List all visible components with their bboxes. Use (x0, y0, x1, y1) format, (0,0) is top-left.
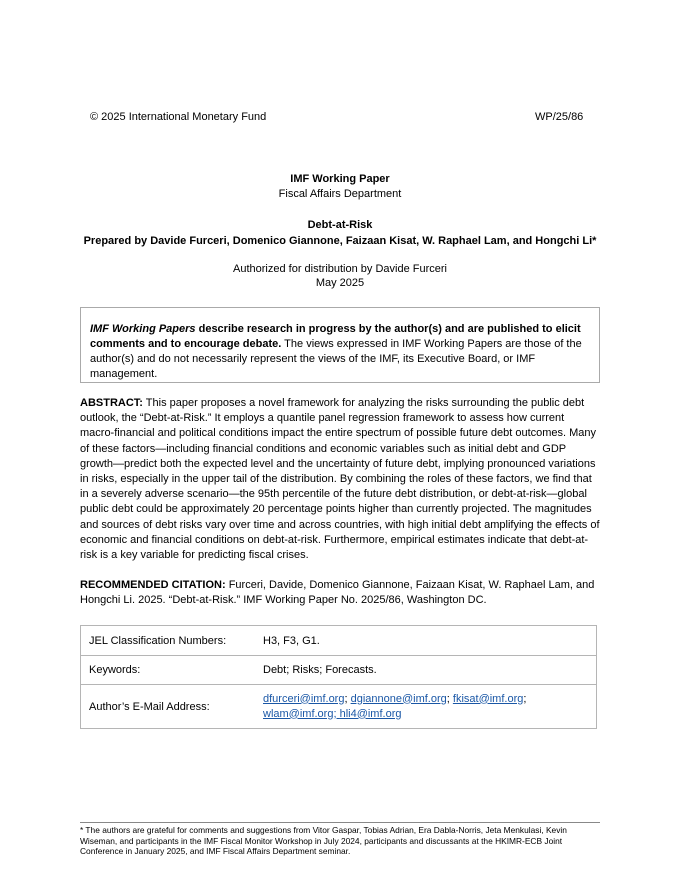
email-value: dfurceri@imf.org; dgiannone@imf.org; fkisat@imf.org; wlam@imf.org; hli4@imf.org (255, 685, 597, 729)
authors-line: Prepared by Davide Furceri, Domenico Giannone, Faizaan Kisat, W. Raphael Lam, and Hongchi Li* (83, 235, 597, 247)
department: Fiscal Affairs Department (278, 188, 402, 200)
series-title: IMF Working Paper (290, 173, 390, 185)
keywords-value: Debt; Risks; Forecasts. (255, 656, 597, 685)
disclaimer-box (80, 307, 600, 383)
email-trailing-semicolon: ; (523, 692, 527, 705)
authorized-by: Authorized for distribution by Davide Furceri (233, 263, 447, 275)
disclaimer-lead: IMF Working Papers (90, 323, 196, 335)
table-row (81, 685, 597, 729)
abstract-text: This paper proposes a novel framework for analyzing the risks surrounding the public debt outlook, the “Debt-at-Risk.” It employs a quantile panel regression framework to assess how current macro-financial and political conditions impact the entire spectrum of possible future debt outcomes. Many of these factors—including financial conditions and economic variables such as initial debt and GDP growth—predict both the expected level and the uncertainty of future debt, implying pronounced variations in risks, especially in the upper tail of the distribution. By combining the roles of these factors, we find that in a severely adverse scenario—the 95th percentile of the future debt distribution, or debt-at-risk—global public debt could be approximately 20 percentage points higher than currently projected. The magnitudes and sources of debt risks vary over time and across countries, with high initial debt amplifying the effects of economic and financial conditions on debt-at-risk. Furthermore, empirical estimates indicate that debt-at-risk is a key variable for predicting fiscal crises. (80, 397, 600, 562)
disclaimer-bold: describe research in progress by the author(s) and are published to elicit comments and to encourage debate. (90, 323, 581, 350)
table-row (81, 626, 597, 656)
email-link-furceri[interactable]: dfurceri@imf.org (263, 692, 345, 705)
email-link-kisat[interactable]: fkisat@imf.org (452, 692, 524, 705)
citation-label: RECOMMENDED CITATION: (80, 579, 226, 591)
abstract-label: ABSTRACT: (80, 397, 143, 409)
jel-label: JEL Classification Numbers: (81, 626, 256, 656)
email-label: Author’s E-Mail Address: (81, 685, 256, 729)
citation-text: Furceri, Davide, Domenico Giannone, Faizaan Kisat, W. Raphael Lam, and Hongchi Li. 2025. “Debt-at-Risk.” IMF Working Paper No. 2025/86, Washington DC. (80, 579, 595, 607)
recommended-citation (80, 578, 600, 608)
email-link-giannone[interactable]: dgiannone@imf.org (350, 692, 447, 705)
keywords-label: Keywords: (81, 656, 256, 685)
footnote-divider (80, 822, 600, 823)
email-link-lam[interactable]: wlam@imf.org (263, 707, 334, 720)
info-table (80, 625, 597, 729)
paper-title: Debt-at-Risk (307, 219, 373, 231)
working-paper-number: WP/25/86 (535, 111, 584, 123)
table-row (81, 656, 597, 685)
disclaimer-text: The views expressed in IMF Working Papers are those of the author(s) and do not necessarily represent the views of the IMF, its Executive Board, or IMF management. (90, 338, 582, 380)
email-link-li[interactable]: hli4@imf.org (339, 707, 402, 720)
jel-value: H3, F3, G1. (255, 626, 597, 656)
publication-date: May 2025 (315, 277, 365, 289)
copyright-notice: © 2025 International Monetary Fund (90, 111, 267, 123)
footnote: * The authors are grateful for comments and suggestions from Vitor Gaspar, Tobias Adrian, Era Dabla-Norris, Jeta Menkulasi, Kevin Wiseman, and participants in the IMF Fiscal Monitor Workshop in July 2024, participants and discussants at the HKIMR-ECB Joint Conference in January 2025, and IMF Fiscal Affairs Department seminar. (80, 825, 567, 856)
abstract (80, 396, 600, 563)
